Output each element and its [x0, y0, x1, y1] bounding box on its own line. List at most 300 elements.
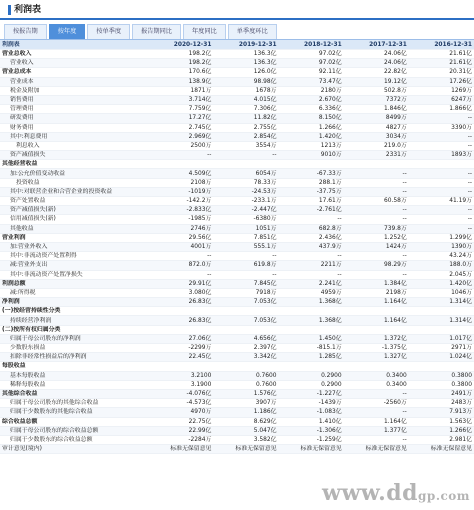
cell-value: -67.33万: [279, 169, 344, 178]
cell-value: --: [148, 151, 213, 160]
cell-value: --: [344, 206, 409, 215]
cell-value: 1.266亿: [279, 123, 344, 132]
cell-value: 1.164亿: [344, 298, 409, 307]
cell-value: 136.3亿: [213, 50, 278, 59]
cell-value: 739.8万: [344, 224, 409, 233]
cell-value: 2.670亿: [279, 95, 344, 104]
cell-value: 3.582亿: [213, 435, 278, 444]
cell-value: --: [409, 224, 474, 233]
cell-value: 41.19万: [409, 197, 474, 206]
cell-value: 1.285亿: [279, 353, 344, 362]
cell-value: 29.91亿: [148, 279, 213, 288]
cell-value: 8.150亿: [279, 114, 344, 123]
cell-value: 0.3800: [409, 371, 474, 380]
title-marker-icon: [8, 5, 11, 15]
cell-value: 92.11亿: [279, 68, 344, 77]
table-row: [0, 261, 474, 270]
cell-value: [344, 160, 409, 169]
cell-value: 3.714亿: [148, 95, 213, 104]
cell-value: --: [344, 270, 409, 279]
cell-value: 17.27亿: [148, 114, 213, 123]
table-header-row: [0, 40, 474, 50]
cell-value: 555.1万: [213, 242, 278, 251]
cell-value: 97.02亿: [279, 50, 344, 59]
cell-value: 3.1900: [148, 380, 213, 389]
table-row: [0, 362, 474, 371]
row-label: 扣除非经常性损益后的净利润: [0, 353, 148, 362]
cell-value: -815.1万: [279, 344, 344, 353]
cell-value: 1.410亿: [279, 417, 344, 426]
table-row: [0, 160, 474, 169]
cell-value: 7372万: [344, 95, 409, 104]
cell-value: --: [279, 215, 344, 224]
cell-value: 26.83亿: [148, 298, 213, 307]
row-label: 利息收入: [0, 141, 148, 150]
row-label: 减:所得税: [0, 288, 148, 297]
cell-value: 8499万: [344, 114, 409, 123]
cell-value: -2.447亿: [213, 206, 278, 215]
cell-value: -1439万: [279, 399, 344, 408]
cell-value: 7.759亿: [148, 105, 213, 114]
cell-value: 9010万: [279, 151, 344, 160]
cell-value: 98.98亿: [213, 77, 278, 86]
row-label: 资产处置收益: [0, 197, 148, 206]
cell-value: 17.26亿: [409, 77, 474, 86]
table-row: [0, 298, 474, 307]
cell-value: 7.053亿: [213, 298, 278, 307]
cell-value: 1893万: [409, 151, 474, 160]
cell-value: --: [409, 132, 474, 141]
cell-value: 1.299亿: [409, 233, 474, 242]
cell-value: 1.368亿: [279, 298, 344, 307]
table-row: [0, 399, 474, 408]
cell-value: 1051万: [213, 224, 278, 233]
cell-value: --: [148, 270, 213, 279]
cell-value: 1424万: [344, 242, 409, 251]
cell-value: -142.2万: [148, 197, 213, 206]
cell-value: 21.61亿: [409, 59, 474, 68]
cell-value: --: [213, 252, 278, 261]
cell-value: -1.227亿: [279, 389, 344, 398]
cell-value: -4.076亿: [148, 389, 213, 398]
cell-value: 1390万: [409, 242, 474, 251]
cell-value: 1.186亿: [213, 408, 278, 417]
cell-value: [344, 307, 409, 316]
cell-value: -1.375亿: [344, 344, 409, 353]
cell-value: [148, 307, 213, 316]
cell-value: 0.7600: [213, 371, 278, 380]
row-label: 其他经营收益: [0, 160, 148, 169]
cell-value: --: [344, 435, 409, 444]
cell-value: -37.75万: [279, 187, 344, 196]
cell-value: 3.2100: [148, 371, 213, 380]
table-row: [0, 445, 474, 454]
tab-0[interactable]: 按报告期: [4, 24, 47, 39]
cell-value: 1.164亿: [344, 417, 409, 426]
cell-value: --: [148, 252, 213, 261]
row-label: 加:营业外收入: [0, 242, 148, 251]
table-row: [0, 325, 474, 334]
table-row: [0, 252, 474, 261]
cell-value: 4001万: [148, 242, 213, 251]
cell-value: 20.31亿: [409, 68, 474, 77]
row-label: 其中:非流动资产处置利得: [0, 252, 148, 261]
table-row: [0, 68, 474, 77]
cell-value: 2.969亿: [148, 132, 213, 141]
cell-value: 2.981亿: [409, 435, 474, 444]
table-row: [0, 371, 474, 380]
row-label: 管理费用: [0, 105, 148, 114]
cell-value: -1985万: [148, 215, 213, 224]
cell-value: 2500万: [148, 141, 213, 150]
cell-value: --: [213, 151, 278, 160]
row-label: 净利润: [0, 298, 148, 307]
row-label: 销售费用: [0, 95, 148, 104]
cell-value: --: [344, 389, 409, 398]
panel-header: [0, 0, 474, 20]
column-header[interactable]: 2017-12-31: [344, 40, 409, 50]
cell-value: 78.33万: [213, 178, 278, 187]
table-row: [0, 187, 474, 196]
cell-value: 6247万: [409, 95, 474, 104]
cell-value: 标准无保留意见: [279, 445, 344, 454]
table-row: [0, 334, 474, 343]
cell-value: 97.02亿: [279, 59, 344, 68]
cell-value: 4.509亿: [148, 169, 213, 178]
row-label: 归属于母公司股东的净利润: [0, 334, 148, 343]
cell-value: 2.854亿: [213, 132, 278, 141]
row-label: 营业总成本: [0, 68, 148, 77]
cell-value: 1.563亿: [409, 417, 474, 426]
cell-value: 288.1万: [279, 178, 344, 187]
cell-value: --: [409, 169, 474, 178]
cell-value: 4970万: [148, 408, 213, 417]
cell-value: -2284万: [148, 435, 213, 444]
cell-value: 24.06亿: [344, 50, 409, 59]
cell-value: 1.314亿: [409, 298, 474, 307]
row-label: 持续经营净利润: [0, 316, 148, 325]
table-row: [0, 123, 474, 132]
cell-value: 1.314亿: [409, 316, 474, 325]
row-label: 少数股东损益: [0, 344, 148, 353]
table-row: [0, 233, 474, 242]
cell-value: --: [409, 141, 474, 150]
cell-value: 2746万: [148, 224, 213, 233]
tab-5[interactable]: 单季度环比: [228, 24, 277, 39]
cell-value: 3907万: [213, 399, 278, 408]
table-row: [0, 50, 474, 59]
cell-value: --: [409, 178, 474, 187]
row-label: 研发费用: [0, 114, 148, 123]
cell-value: 0.2900: [279, 380, 344, 389]
cell-value: 1.866亿: [409, 105, 474, 114]
cell-value: 126.0亿: [213, 68, 278, 77]
table-row: [0, 389, 474, 398]
cell-value: -2560万: [344, 399, 409, 408]
cell-value: 19.12亿: [344, 77, 409, 86]
cell-value: --: [279, 252, 344, 261]
cell-value: 1.576亿: [213, 389, 278, 398]
cell-value: 2211万: [279, 261, 344, 270]
cell-value: [213, 307, 278, 316]
row-label: 营业收入: [0, 59, 148, 68]
cell-value: 8.629亿: [213, 417, 278, 426]
table-row: [0, 435, 474, 444]
row-label: 其中:非流动资产处置净损失: [0, 270, 148, 279]
cell-value: 0.7600: [213, 380, 278, 389]
cell-value: --: [279, 270, 344, 279]
table-row: [0, 169, 474, 178]
cell-value: 3.080亿: [148, 288, 213, 297]
cell-value: 2.241亿: [279, 279, 344, 288]
row-label: 其他综合收益: [0, 389, 148, 398]
cell-value: -6380万: [213, 215, 278, 224]
table-row: [0, 215, 474, 224]
cell-value: 1.164亿: [344, 316, 409, 325]
table-row: [0, 344, 474, 353]
table-row: [0, 197, 474, 206]
cell-value: 3.342亿: [213, 353, 278, 362]
cell-value: -2.761亿: [279, 206, 344, 215]
cell-value: [279, 307, 344, 316]
row-label: 资产减值损失: [0, 151, 148, 160]
table-row: [0, 380, 474, 389]
cell-value: 1.450亿: [279, 334, 344, 343]
watermark-tail: gp.com: [418, 489, 470, 503]
cell-value: 标准无保留意见: [213, 445, 278, 454]
tab-4[interactable]: 年度同比: [183, 24, 226, 39]
table-row: [0, 151, 474, 160]
cell-value: 1.017亿: [409, 334, 474, 343]
cell-value: 1.846亿: [344, 105, 409, 114]
row-label: 审计意见(境内): [0, 445, 148, 454]
cell-value: 1046万: [409, 288, 474, 297]
cell-value: [279, 362, 344, 371]
tab-3[interactable]: 报告期同比: [132, 24, 181, 39]
row-label: 营业成本: [0, 77, 148, 86]
row-label: (一)按经营持续性分类: [0, 307, 148, 316]
column-header[interactable]: 2020-12-31: [148, 40, 213, 50]
column-header[interactable]: 2019-12-31: [213, 40, 278, 50]
cell-value: [148, 362, 213, 371]
row-label: 财务费用: [0, 123, 148, 132]
column-header[interactable]: 2018-12-31: [279, 40, 344, 50]
cell-value: 1.420亿: [279, 132, 344, 141]
cell-value: [279, 160, 344, 169]
cell-value: 2180万: [279, 86, 344, 95]
cell-value: 60.58万: [344, 197, 409, 206]
cell-value: 22.75亿: [148, 417, 213, 426]
cell-value: 7918万: [213, 288, 278, 297]
table-row: [0, 307, 474, 316]
cell-value: 2483万: [409, 399, 474, 408]
cell-value: 2108万: [148, 178, 213, 187]
cell-value: 29.56亿: [148, 233, 213, 242]
site-watermark: [322, 480, 470, 506]
row-label: (二)按所有权归属分类: [0, 325, 148, 334]
cell-value: -1.306亿: [279, 426, 344, 435]
cell-value: 3554万: [213, 141, 278, 150]
cell-value: [148, 160, 213, 169]
table-row: [0, 242, 474, 251]
cell-value: 22.82亿: [344, 68, 409, 77]
table-row: [0, 426, 474, 435]
table-row: [0, 224, 474, 233]
cell-value: 872.0万: [148, 261, 213, 270]
table-row: [0, 288, 474, 297]
cell-value: --: [213, 270, 278, 279]
table-row: [0, 59, 474, 68]
cell-value: -233.1万: [213, 197, 278, 206]
cell-value: -1019万: [148, 187, 213, 196]
cell-value: 24.06亿: [344, 59, 409, 68]
cell-value: 0.2900: [279, 371, 344, 380]
row-label: 综合收益总额: [0, 417, 148, 426]
cell-value: 22.45亿: [148, 353, 213, 362]
row-label: 营业利润: [0, 233, 148, 242]
table-row: [0, 77, 474, 86]
cell-value: 6.336亿: [279, 105, 344, 114]
cell-value: 3034万: [344, 132, 409, 141]
row-label: 归属于少数股东的综合收益总额: [0, 435, 148, 444]
cell-value: --: [344, 408, 409, 417]
row-label: 稀释每股收益: [0, 380, 148, 389]
cell-value: 43.24万: [409, 252, 474, 261]
cell-value: --: [344, 187, 409, 196]
cell-value: 502.8万: [344, 86, 409, 95]
cell-value: 1269万: [409, 86, 474, 95]
cell-value: 0.3800: [409, 380, 474, 389]
table-row: [0, 141, 474, 150]
row-label: 减:营业外支出: [0, 261, 148, 270]
cell-value: 1.327亿: [344, 353, 409, 362]
cell-value: 4827万: [344, 123, 409, 132]
cell-value: 136.3亿: [213, 59, 278, 68]
cell-value: 2198万: [344, 288, 409, 297]
cell-value: [279, 325, 344, 334]
cell-value: 7.913万: [409, 408, 474, 417]
cell-value: 3390万: [409, 123, 474, 132]
row-label: 其中:对联营企业和合营企业的投资收益: [0, 187, 148, 196]
cell-value: 标准无保留意见: [409, 445, 474, 454]
cell-value: 4.656亿: [213, 334, 278, 343]
table-row: [0, 408, 474, 417]
cell-value: 188.0万: [409, 261, 474, 270]
cell-value: 198.2亿: [148, 50, 213, 59]
row-label: 资产减值损失(新): [0, 206, 148, 215]
table-row: [0, 105, 474, 114]
cell-value: [409, 160, 474, 169]
table-body: [0, 50, 474, 454]
cell-value: --: [409, 215, 474, 224]
cell-value: 17.61万: [279, 197, 344, 206]
tab-2[interactable]: 按单季度: [87, 24, 130, 39]
cell-value: [409, 325, 474, 334]
cell-value: 2331万: [344, 151, 409, 160]
cell-value: 1.384亿: [344, 279, 409, 288]
cell-value: 1678万: [213, 86, 278, 95]
cell-value: [409, 307, 474, 316]
row-label: 信用减值损失(新): [0, 215, 148, 224]
column-header[interactable]: 2016-12-31: [409, 40, 474, 50]
cell-value: -2299万: [148, 344, 213, 353]
cell-value: 198.2亿: [148, 59, 213, 68]
cell-value: 标准无保留意见: [148, 445, 213, 454]
cell-value: 7.306亿: [213, 105, 278, 114]
cell-value: 2.745亿: [148, 123, 213, 132]
cell-value: 619.8万: [213, 261, 278, 270]
tab-1[interactable]: 按年度: [49, 24, 86, 39]
cell-value: 1.372亿: [344, 334, 409, 343]
table-row: [0, 178, 474, 187]
table-row: [0, 86, 474, 95]
cell-value: 73.47亿: [279, 77, 344, 86]
table-row: [0, 270, 474, 279]
panel-title-text: 利润表: [14, 5, 42, 15]
cell-value: 1.024亿: [409, 353, 474, 362]
cell-value: --: [344, 169, 409, 178]
row-label: 营业总收入: [0, 50, 148, 59]
cell-value: 27.06亿: [148, 334, 213, 343]
row-label: 归属于少数股东的其他综合收益: [0, 408, 148, 417]
cell-value: 2491万: [409, 389, 474, 398]
cell-value: 138.9亿: [148, 77, 213, 86]
cell-value: [213, 325, 278, 334]
cell-value: 1213万: [279, 141, 344, 150]
table-row: [0, 279, 474, 288]
cell-value: 1871万: [148, 86, 213, 95]
cell-value: -24.53万: [213, 187, 278, 196]
cell-value: 1.368亿: [279, 316, 344, 325]
cell-value: -4.573亿: [148, 399, 213, 408]
period-tabs: [0, 20, 474, 40]
watermark-main: www.dd: [322, 480, 419, 506]
cell-value: [344, 362, 409, 371]
cell-value: [213, 160, 278, 169]
table-row: [0, 353, 474, 362]
table-row: [0, 132, 474, 141]
cell-value: 标准无保留意见: [344, 445, 409, 454]
table-row: [0, 316, 474, 325]
cell-value: 22.99亿: [148, 426, 213, 435]
cell-value: 1.377亿: [344, 426, 409, 435]
cell-value: 98.29万: [344, 261, 409, 270]
cell-value: 2971万: [409, 344, 474, 353]
cell-value: 2.045万: [409, 270, 474, 279]
table-row: [0, 95, 474, 104]
cell-value: 437.9万: [279, 242, 344, 251]
cell-value: 2.436亿: [279, 233, 344, 242]
cell-value: -2.833亿: [148, 206, 213, 215]
cell-value: 21.61亿: [409, 50, 474, 59]
row-label: 归属于母公司股东的其他综合收益: [0, 399, 148, 408]
cell-value: --: [344, 252, 409, 261]
cell-value: 170.6亿: [148, 68, 213, 77]
table-row: [0, 114, 474, 123]
cell-value: 4.015亿: [213, 95, 278, 104]
cell-value: [213, 362, 278, 371]
cell-value: 26.83亿: [148, 316, 213, 325]
cell-value: -1.259亿: [279, 435, 344, 444]
cell-value: 1.420亿: [409, 279, 474, 288]
cell-value: --: [344, 215, 409, 224]
row-label: 其中:利息费用: [0, 132, 148, 141]
cell-value: -1.083亿: [279, 408, 344, 417]
row-label: 利润总额: [0, 279, 148, 288]
cell-value: --: [409, 206, 474, 215]
cell-value: [409, 362, 474, 371]
cell-value: 2.755亿: [213, 123, 278, 132]
